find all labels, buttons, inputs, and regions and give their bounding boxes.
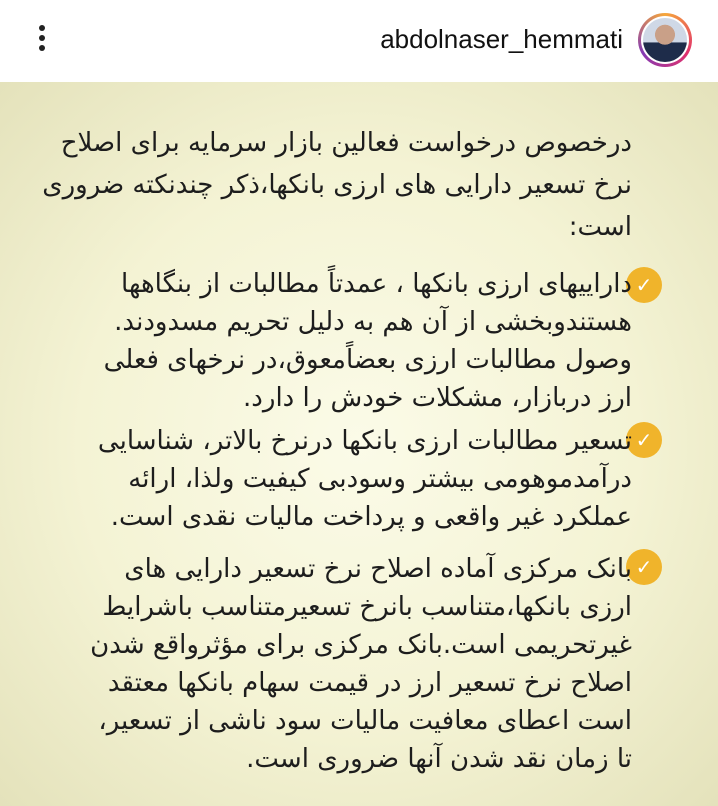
text-line: تا زمان نقد شدن آنها ضروری است. [246, 744, 632, 774]
text-line: ارزی بانکها،متناسب بانرخ تسعیرمتناسب باشرایط [102, 592, 632, 622]
text-line: نرخ تسعیر دارایی های ارزی بانکها،ذکر چندنکته ضروری [42, 170, 632, 200]
text-line: داراییهای ارزی بانکها ، عمدتاً مطالبات از بنگاهها [121, 269, 632, 299]
avatar[interactable] [638, 13, 692, 67]
text-line: تسعیر مطالبات ارزی بانکها درنرخ بالاتر، شناسایی [97, 426, 632, 456]
bullet-2 [98, 422, 632, 536]
text-line: درخصوص درخواست فعالین بازار سرمایه برای اصلاح [60, 128, 632, 158]
text-line: اصلاح نرخ تسعیر ارز در قیمت سهام بانکها معتقد [107, 668, 632, 698]
post-header [0, 0, 718, 82]
bullet-1 [104, 265, 632, 417]
text-line: درآمدموهومی بیشتر وسودبی کیفیت ولذا، ارائه [128, 464, 632, 494]
text-line: است اعطای معافیت مالیات سود ناشی از تسعیر، [98, 706, 632, 736]
text-line: است: [568, 212, 632, 242]
username-link[interactable]: abdolnaser_hemmati [380, 24, 623, 54]
more-options-icon[interactable] [30, 22, 54, 58]
text-line: هستندوبخشی از آن هم به دلیل تحریم مسدودند. [114, 307, 632, 337]
text-line: غیرتحریمی است.بانک مرکزی برای مؤثرواقع شدن [90, 630, 632, 660]
check-icon: ✓ [626, 422, 662, 458]
text-line: بانک مرکزی آماده اصلاح نرخ تسعیر دارایی های [124, 554, 632, 584]
post-image [0, 82, 718, 806]
text-line: وصول مطالبات ارزی بعضاًمعوق،در نرخهای فعلی [103, 345, 632, 375]
text-line: ارز دربازار، مشکلات خودش را دارد. [243, 383, 632, 413]
check-icon: ✓ [626, 549, 662, 585]
text-line: عملکرد غیر واقعی و پرداخت مالیات نقدی است. [110, 502, 632, 532]
intro-paragraph [42, 122, 632, 248]
bullet-3 [90, 550, 632, 778]
check-icon: ✓ [626, 267, 662, 303]
